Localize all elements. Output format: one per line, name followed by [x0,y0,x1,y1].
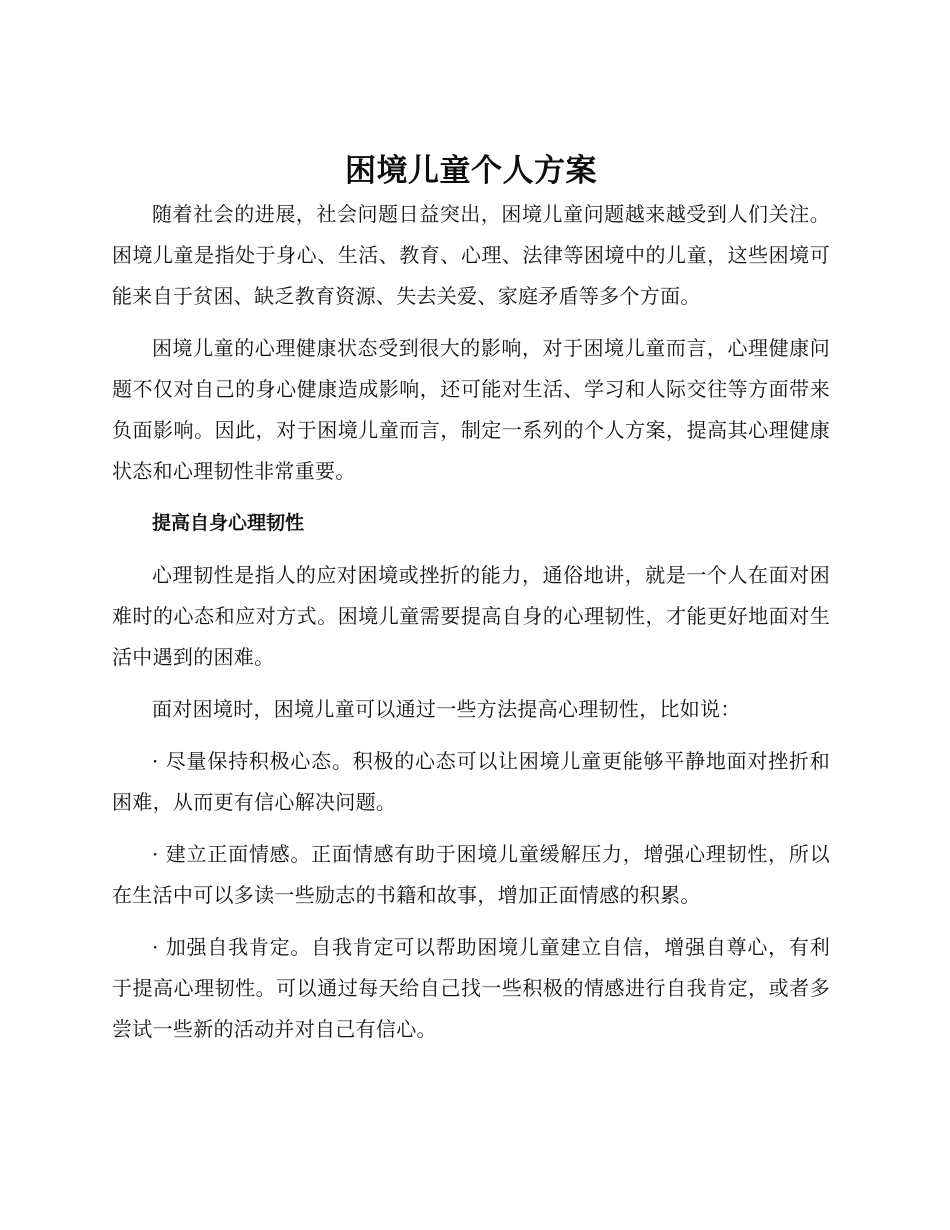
paragraph-methods-intro: 面对困境时，困境儿童可以通过一些方法提高心理韧性，比如说： [152,697,741,721]
document-title: 困境儿童个人方案 [345,153,597,189]
paragraph-intro: 随着社会的进展，社会问题日益突出，困境儿童问题越来越受到人们关注。困境儿童是指处于身心、生活、教育、心理、法律等困境中的儿童，这些困境可能来自于贫困、缺乏教育资源、失去关爱、家庭矛盾等多个方面。 [112,202,830,308]
bullet-item-positive-attitude: · 尽量保持积极心态。积极的心态可以让困境儿童更能够平静地面对挫折和困难，从而更有信心解决问题。 [112,749,830,814]
paragraph-resilience-definition: 心理韧性是指人的应对困境或挫折的能力，通俗地讲，就是一个人在面对困难时的心态和应对方式。困境儿童需要提高自身的心理韧性，才能更好地面对生活中遇到的困难。 [112,563,830,669]
document-body [112,148,830,1050]
paragraph-mental-health: 困境儿童的心理健康状态受到很大的影响，对于困境儿童而言，心理健康问题不仅对自己的身心健康造成影响，还可能对生活、学习和人际交往等方面带来负面影响。因此，对于困境儿童而言，制定一系列的个人方案，提高其心理健康状态和心理韧性非常重要。 [112,336,830,483]
bullet-item-self-affirmation: · 加强自我肯定。自我肯定可以帮助困境儿童建立自信，增强自尊心，有利于提高心理韧性。可以通过每天给自己找一些积极的情感进行自我肯定，或者多尝试一些新的活动并对自己有信心。 [112,935,830,1041]
section-heading: 提高自身心理韧性 [152,512,305,534]
bullet-item-positive-emotion: · 建立正面情感。正面情感有助于困境儿童缓解压力，增强心理韧性，所以在生活中可以多读一些励志的书籍和故事，增加正面情感的积累。 [112,842,830,907]
